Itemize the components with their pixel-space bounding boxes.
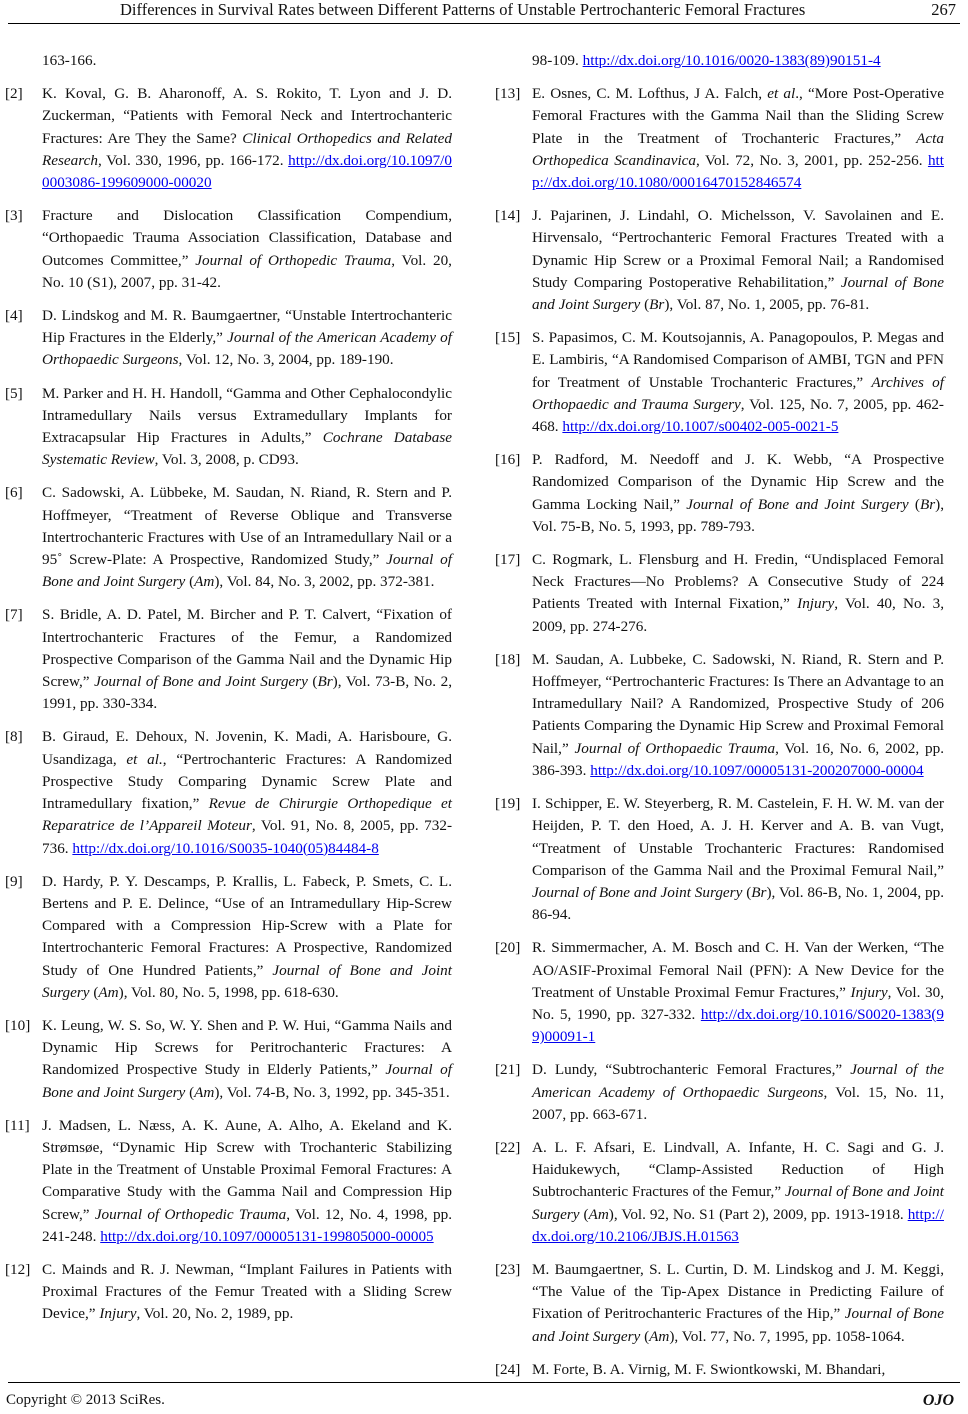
italic-text: Journal of Bone and Joint Surgery xyxy=(42,1061,452,1101)
left-column xyxy=(5,50,453,1337)
reference-fragment: M. Saudan, A. Lubbeke, C. Sadowski, N. Riand, R. Stern and P. Hoffmeyer, “Pertrochanteric Fractures: Is There an Advantage to an Intramedullary Nail? A Randomized, Prospective Study of 206 Patients Comparing the Dynamic Hip Screw and Proximal Femoral Nail,” xyxy=(532,650,944,757)
reference-text xyxy=(532,449,944,538)
italic-text: Journal of Bone and Joint Surgery xyxy=(42,551,452,591)
page-number: 267 xyxy=(931,0,956,19)
italic-text: Clinical Orthopedics and Related Research xyxy=(42,129,452,169)
reference-item xyxy=(495,1359,944,1381)
reference-fragment: Fracture and Dislocation Classification Compendium, “Orthopaedic Trauma Association Classification, Database and Outcomes Committee,” xyxy=(42,207,452,269)
doi-link[interactable]: http://dx.doi.org/10.1016/S0020-1383(99)00091-1 xyxy=(532,1005,944,1046)
reference-fragment: D. Lundy, “Subtrochanteric Femoral Fractures,” xyxy=(532,1061,851,1079)
reference-fragment: D. Hardy, P. Y. Descamps, P. Krallis, L. Fabeck, P. Smets, C. L. Bertens and P. E. Delince, “Use of an Intramedullary Hip-Screw Compared with a Compression Hip-Screw with a Plate for Intertrochanteric Femoral Fractures: A Prospective, Randomized Study of One Hundred Patients,” xyxy=(42,872,452,979)
reference-fragment: ), Vol. 75-B, No. 5, 1993, pp. 789-793. xyxy=(532,495,945,535)
italic-text: Br xyxy=(919,495,936,513)
running-title: Differences in Survival Rates between Different Patterns of Unstable Pertrochanteric Femoral Fractures xyxy=(120,0,806,19)
reference-fragment: , Vol. 330, 1996, pp. 166-172. xyxy=(97,151,289,169)
italic-text: Archives of Orthopaedic and Trauma Surgery xyxy=(532,373,944,413)
reference-fragment: , Vol. 15, No. 11, 2007, pp. 663-671. xyxy=(532,1083,944,1123)
italic-text: Journal of Bone and Joint Surgery xyxy=(94,673,308,691)
reference-text xyxy=(532,793,944,926)
reference-number: [21] xyxy=(495,1061,521,1079)
reference-number: [4] xyxy=(5,307,23,325)
doi-link[interactable]: http://dx.doi.org/10.2106/JBJS.H.01563 xyxy=(532,1205,944,1245)
reference-item xyxy=(5,482,452,593)
doi-link[interactable]: http://dx.doi.org/10.1007/s00402-005-0021-5 xyxy=(562,418,839,436)
reference-fragment: C. Mainds and R. J. Newman, “Implant Failures in Patients with Proximal Fractures of the Femur Treated with a Sliding Screw Device,” xyxy=(42,1260,452,1323)
reference-fragment: I. Schipper, E. W. Steyerberg, R. M. Castelein, F. H. W. M. van der Heijden, P. T. den Hoed, A. J. H. Kerver and A. B. van Vugt, “Treatment of Unstable Trochanteric Fractures: Randomised Comparison of the Gamma Nail and the Proximal Femural Nail,” xyxy=(532,795,944,879)
reference-item xyxy=(495,83,944,194)
reference-fragment: ), Vol. 77, No. 7, 1995, pp. 1058-1064. xyxy=(669,1327,905,1345)
italic-text: Am xyxy=(649,1327,670,1345)
reference-fragment: , Vol. 72, No. 3, 2001, pp. 252-256. xyxy=(696,151,928,169)
reference-text xyxy=(42,604,452,715)
reference-fragment: E. Osnes, C. M. Lofthus, J A. Falch, xyxy=(532,85,768,103)
reference-fragment: , Vol. 91, No. 8, 2005, pp. 732-736. xyxy=(42,817,452,857)
reference-fragment: P. Radford, M. Needoff and J. K. Webb, “A Prospective Randomized Comparison of the Dynamic Hip Screw and the Gamma Locking Nail,” xyxy=(532,451,944,513)
italic-text: Br xyxy=(751,883,767,901)
reference-fragment: A. L. F. Afsari, E. Lindvall, A. Infante, H. C. Sagi and G. J. Haidukewych, “Clamp-Assisted Reduction of High Subtrochanteric Fractures of the Femur,” xyxy=(532,1138,944,1201)
reference-fragment: ), Vol. 73-B, No. 2, 1991, pp. 330-334. xyxy=(42,673,453,713)
italic-text: Injury xyxy=(99,1305,137,1323)
doi-link[interactable]: http://dx.doi.org/10.1016/S0035-1040(05)84484-8 xyxy=(72,839,379,857)
reference-fragment: ( xyxy=(640,1327,650,1345)
reference-fragment: , Vol. 12, No. 3, 2004, pp. 189-190. xyxy=(178,351,394,369)
reference-item xyxy=(5,305,452,372)
reference-number: [10] xyxy=(5,1016,31,1034)
reference-text xyxy=(532,1259,944,1348)
reference-text xyxy=(42,726,452,859)
reference-number: [7] xyxy=(5,606,23,624)
reference-item xyxy=(495,649,944,782)
reference-fragment: B. Giraud, E. Dehoux, N. Jovenin, K. Madi, A. Harisboure, G. Usandizaga, xyxy=(42,728,452,768)
footer-rule xyxy=(8,1382,960,1383)
reference-fragment: M. Parker and H. H. Handoll, “Gamma and Other Cephalocondylic Intramedullary Nails versus Extramedullary Implants for Extracapsular Hip Fractures in Adults,” xyxy=(42,384,452,447)
reference-number: [15] xyxy=(495,329,521,347)
reference-item xyxy=(495,793,944,926)
italic-text: et al. xyxy=(126,750,163,768)
reference-number: [2] xyxy=(5,85,23,103)
italic-text: Journal of Bone and Joint Surgery xyxy=(686,495,909,513)
italic-text: Journal of the American Academy of Orthopaedic Surgeons xyxy=(532,1061,945,1101)
reference-fragment: K. Leung, W. S. So, W. Y. Shen and P. W. Hui, “Gamma Nails and Dynamic Hip Screws for Peritrochanteric Fractures: A Randomized Prospective Study in Elderly Patients,” xyxy=(42,1016,452,1079)
reference-fragment: M. Baumgaertner, S. L. Curtin, D. M. Lindskog and J. M. Keggi, “The Value of the Tip-Apex Distance in Predicting Failure of Fixation of Peritrochanteric Fractures of the Hip,” xyxy=(532,1260,944,1323)
italic-text: Revue de Chirurgie Orthopedique et Reparatrice de l’Appareil Moteur xyxy=(42,795,452,835)
reference-item xyxy=(495,549,945,638)
reference-fragment: ), Vol. 92, No. S1 (Part 2), 2009, pp. 1913-1918. xyxy=(608,1205,908,1223)
reference-text xyxy=(532,1137,944,1248)
italic-text: Am xyxy=(194,573,215,591)
reference-text xyxy=(42,305,452,372)
italic-text: Journal of Bone and Joint Surgery xyxy=(532,883,743,901)
reference-item xyxy=(5,604,453,715)
reference-number: [5] xyxy=(5,384,23,402)
reference-item xyxy=(5,205,452,294)
reference-fragment: ( xyxy=(89,983,99,1001)
italic-text: Journal of the American Academy of Orthopaedic Surgeons xyxy=(42,329,452,369)
reference-fragment: ), Vol. 74-B, No. 3, 1992, pp. 345-351. xyxy=(214,1083,450,1101)
reference-fragment: , Vol. 20, No. 2, 1989, pp. xyxy=(136,1305,294,1323)
reference-item xyxy=(495,327,944,438)
reference-item xyxy=(5,83,452,194)
reference-text xyxy=(42,1015,452,1104)
reference-text xyxy=(532,83,944,194)
reference-fragment: , Vol. 125, No. 7, 2005, pp. 462-468. xyxy=(532,395,944,436)
reference-number: [3] xyxy=(5,207,23,225)
reference-text xyxy=(42,871,452,1004)
italic-text: Br xyxy=(649,296,665,314)
reference-item xyxy=(5,1015,452,1104)
reference-text xyxy=(42,205,452,294)
reference-fragment: C. Rogmark, L. Flensburg and H. Fredin, “Undisplaced Femoral Neck Fractures—No Problems? A Consecutive Study of 224 Patients Treated with Internal Fixation,” xyxy=(532,551,944,613)
reference-number: [12] xyxy=(5,1260,31,1278)
reference-text xyxy=(532,205,944,316)
reference-text xyxy=(42,482,452,593)
reference-number: [23] xyxy=(495,1260,521,1278)
reference-number: [13] xyxy=(495,85,521,103)
reference-number: [22] xyxy=(495,1138,521,1156)
reference-number: [16] xyxy=(495,451,521,469)
doi-link[interactable]: http://dx.doi.org/10.1097/00005131-200207000-00004 xyxy=(590,761,924,779)
italic-text: Injury xyxy=(850,983,888,1001)
reference-fragment: C. Sadowski, A. Lübbeke, M. Saudan, N. Riand, R. Stern and P. Hoffmeyer, “Treatment of Reverse Oblique and Transverse Intertrochanteric Fractures with Use of an Intramedullary Nail or a 95˚ Screw-Plate: A Prospective, Randomized Study,” xyxy=(42,484,452,569)
reference-fragment: , Vol. 40, No. 3, 2009, pp. 274-276. xyxy=(532,595,945,635)
reference-fragment: D. Lindskog and M. R. Baumgaertner, “Unstable Intertrochanteric Hip Fractures in the Elderly,” xyxy=(42,307,452,347)
reference-continuation: 163-166. xyxy=(42,52,97,69)
reference-fragment: K. Koval, G. B. Aharonoff, A. S. Rokito, T. Lyon and J. D. Zuckerman, “Patients with Femoral Neck and Intertrochanteric Fractures: Are They the Same? xyxy=(42,85,452,147)
reference-item xyxy=(5,383,452,472)
reference-fragment: , Vol. 30, No. 5, 1990, pp. 327-332. xyxy=(532,983,944,1023)
reference-number: [24] xyxy=(495,1360,521,1378)
reference-fragment: ), Vol. 84, No. 3, 2002, pp. 372-381. xyxy=(214,573,435,591)
reference-text xyxy=(42,383,452,472)
reference-text xyxy=(42,1259,452,1326)
reference-fragment: , Vol. 20, No. 10 (S1), 2007, pp. 31-42. xyxy=(42,251,452,291)
italic-text: Journal of Bone and Joint Surgery xyxy=(532,1183,944,1223)
reference-fragment: ( xyxy=(640,296,650,314)
italic-text: Journal of Orthopaedic Trauma xyxy=(574,739,776,757)
doi-link[interactable]: http://dx.doi.org/10.1080/00016470152846574 xyxy=(532,151,944,192)
reference-item xyxy=(495,937,944,1048)
reference-text xyxy=(42,1115,452,1248)
reference-item xyxy=(495,1137,944,1248)
italic-text: Br xyxy=(317,673,333,691)
reference-text xyxy=(532,327,944,438)
reference-item xyxy=(495,1059,945,1126)
reference-text xyxy=(532,937,944,1048)
reference-fragment: ( xyxy=(742,883,752,901)
reference-fragment: ), Vol. 87, No. 1, 2005, pp. 76-81. xyxy=(664,296,870,314)
italic-text: Journal of Orthopedic Trauma xyxy=(94,1205,287,1223)
italic-text: Am xyxy=(588,1205,609,1223)
reference-number: [18] xyxy=(495,650,521,668)
reference-fragment: S. Papasimos, C. M. Koutsojannis, A. Panagopoulos, P. Megas and E. Lambiris, “A Randomised Comparison of AMBI, TGN and PFN for Treatment of Unstable Trochanteric Fractures,” xyxy=(532,329,944,391)
italic-text: Journal of Bone and Joint Surgery xyxy=(42,961,453,1001)
reference-item xyxy=(5,726,452,859)
reference-fragment: ( xyxy=(307,673,318,691)
reference-fragment: ( xyxy=(185,573,195,591)
reference-continuation: 98-109. http://dx.doi.org/10.1016/0020-1383(89)90151-4 xyxy=(532,52,881,69)
reference-fragment: J. Madsen, L. Næss, A. K. Aune, A. Alho, A. Ekeland and K. Strømsøe, “Dynamic Hip Screw with Trochanteric Stabilizing Plate in the Treatment of Unstable Proximal Femoral Fractures: A Comparative Study with the Gamma Nail and Compression Hip Screw,” xyxy=(42,1116,452,1223)
reference-number: [19] xyxy=(495,795,521,813)
reference-fragment: ), Vol. 80, No. 5, 1998, pp. 618-630. xyxy=(118,983,339,1001)
italic-text: Journal of Bone and Joint Surgery xyxy=(532,273,945,314)
doi-link[interactable]: http://dx.doi.org/10.1097/00003086-199609000-00020 xyxy=(42,151,452,192)
reference-number: [8] xyxy=(5,728,23,746)
reference-fragment: , Vol. 16, No. 6, 2002, pp. 386-393. xyxy=(532,739,944,779)
right-column xyxy=(495,50,945,1392)
page-header xyxy=(0,0,968,24)
reference-fragment: J. Pajarinen, J. Lindahl, O. Michelsson, V. Savolainen and E. Hirvensalo, “Pertrochanteric Femoral Fractures Treated with a Dynamic Hip Screw or a Proximal Femoral Nail; a Randomised Study Comparing Postoperative Rehabilitation,” xyxy=(532,207,944,291)
reference-fragment: ( xyxy=(185,1083,195,1101)
italic-text: Journal of Orthopedic Trauma xyxy=(195,251,392,269)
italic-text: Journal of Bone and Joint Surgery xyxy=(532,1305,945,1345)
page-footer xyxy=(0,1382,968,1414)
italic-text: Am xyxy=(194,1083,215,1101)
italic-text: Injury xyxy=(797,595,835,613)
reference-number: [11] xyxy=(5,1116,30,1134)
reference-fragment: ), Vol. 86-B, No. 1, 2004, pp. 86-94. xyxy=(532,883,944,924)
reference-text xyxy=(532,1359,944,1381)
reference-fragment: S. Bridle, A. D. Patel, M. Bircher and P. T. Calvert, “Fixation of Intertrochanteric Fractures of the Femur, a Randomized Prospective Comparison of the Gamma Nail and the Dynamic Hip Screw,” xyxy=(42,606,452,691)
italic-text: Cochrane Database Systematic Review xyxy=(42,429,452,469)
reference-item xyxy=(5,1115,452,1248)
reference-fragment: ( xyxy=(579,1205,589,1223)
header-rule xyxy=(8,23,960,24)
journal-abbrev: OJO xyxy=(922,1392,954,1409)
reference-item xyxy=(5,871,453,1004)
italic-text: et al xyxy=(767,85,796,103)
reference-number: [14] xyxy=(495,207,521,225)
reference-number: [6] xyxy=(5,484,23,502)
reference-text xyxy=(532,649,944,782)
reference-fragment: M. Forte, B. A. Virnig, M. F. Swiontkowski, M. Bhandari, xyxy=(532,1360,886,1378)
doi-link[interactable]: http://dx.doi.org/10.1016/0020-1383(89)90151-4 xyxy=(582,52,881,69)
reference-item xyxy=(495,449,945,538)
reference-fragment: , Vol. 3, 2008, p. CD93. xyxy=(154,451,299,469)
reference-text xyxy=(532,549,944,638)
reference-text xyxy=(42,83,452,194)
reference-fragment: R. Simmermacher, A. M. Bosch and C. H. Van der Werken, “The AO/ASIF-Proximal Femoral Nail (PFN): A New Device for the Treatment of Unstable Proximal Femur Fractures,” xyxy=(532,939,944,1001)
reference-number: [17] xyxy=(495,551,521,569)
reference-text xyxy=(532,1059,944,1126)
reference-item xyxy=(495,205,945,316)
italic-text: Am xyxy=(98,983,119,1001)
reference-fragment: ., “More Post-Operative Femoral Fractures with the Gamma Nail than the Sliding Screw Plate in the Treatment of Trochanteric Fractures,” xyxy=(532,85,944,147)
copyright-notice: Copyright © 2013 SciRes. xyxy=(6,1392,165,1408)
italic-text: Acta Orthopedica Scandinavica xyxy=(532,129,944,169)
reference-number: [20] xyxy=(495,939,521,957)
reference-number: [9] xyxy=(5,872,23,890)
reference-fragment: , “Pertrochanteric Fractures: A Randomized Prospective Study Comparing Dynamic Screw Plate and Intramedullary fixation,” xyxy=(42,750,452,813)
reference-fragment: , Vol. 12, No. 4, 1998, pp. 241-248. xyxy=(42,1205,452,1245)
doi-link[interactable]: http://dx.doi.org/10.1097/00005131-199805000-00005 xyxy=(100,1227,434,1245)
reference-item xyxy=(495,1259,945,1348)
reference-item xyxy=(5,1259,452,1326)
reference-fragment: ( xyxy=(908,495,920,513)
